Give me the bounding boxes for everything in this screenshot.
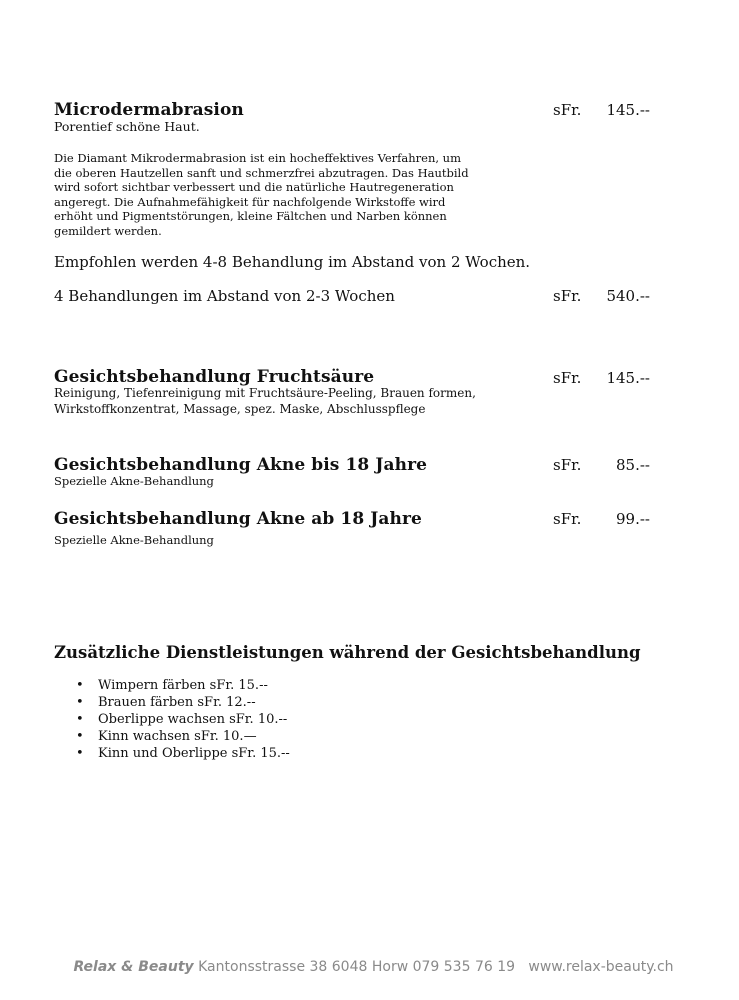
footer-address: Kantonsstrasse 38 6048 Horw 079 535 76 19: [198, 959, 516, 975]
akne-ab-subtitle: Spezielle Akne-Behandlung: [54, 533, 214, 547]
microdermabrasion-title: Microdermabrasion: [54, 100, 244, 120]
description-line: angeregt. Die Aufnahmefähigkeit für nachfolgende Wirkstoffe wird: [54, 194, 446, 209]
footer-website: www.relax-beauty.ch: [528, 959, 674, 975]
description-line: die oberen Hautzellen sanft und schmerzfrei abzutragen. Das Hautbild: [54, 165, 469, 180]
akne-ab-price: 99.--: [616, 510, 650, 528]
description-line: wird sofort sichtbar verbessert und die natürliche Hautregeneration: [54, 180, 454, 195]
package-currency: sFr.: [553, 287, 582, 305]
microdermabrasion-subtitle: Porentief schöne Haut.: [54, 119, 200, 134]
microdermabrasion-recommendation: Empfohlen werden 4-8 Behandlung im Abstand von 2 Wochen.: [54, 253, 531, 271]
akne-bis-price: 85.--: [616, 456, 650, 474]
fruchtsaeure-description: [54, 386, 476, 417]
extras-title: Zusätzliche Dienstleistungen während der Gesichtsbehandlung: [54, 643, 641, 662]
description-line: gemildert werden.: [54, 223, 162, 238]
package-label: 4 Behandlungen im Abstand von 2-3 Wochen: [54, 287, 395, 305]
footer-brand: Relax & Beauty: [73, 959, 194, 975]
akne-ab-currency: sFr.: [553, 510, 582, 528]
package-price: 540.--: [606, 287, 650, 305]
fruchtsaeure-title: Gesichtsbehandlung Fruchtsäure: [54, 367, 375, 387]
description-line: Die Diamant Mikrodermabrasion ist ein hocheffektives Verfahren, um: [54, 151, 461, 165]
microdermabrasion-description: [54, 151, 469, 239]
akne-bis-title: Gesichtsbehandlung Akne bis 18 Jahre: [54, 455, 428, 475]
list-item: • Oberlippe wachsen sFr. 10.--: [98, 711, 290, 728]
list-item: • Brauen färben sFr. 12.--: [98, 694, 290, 711]
fruchtsaeure-price: 145.--: [606, 369, 650, 387]
list-item: • Kinn und Oberlippe sFr. 15.--: [98, 745, 290, 762]
extras-list: [72, 677, 290, 762]
list-item: • Wimpern färben sFr. 15.--: [98, 677, 290, 694]
microdermabrasion-price: 145.--: [606, 101, 650, 119]
microdermabrasion-currency: sFr.: [553, 101, 582, 119]
akne-bis-subtitle: Spezielle Akne-Behandlung: [54, 474, 214, 488]
fruchtsaeure-currency: sFr.: [553, 369, 582, 387]
description-line: erhöht und Pigmentstörungen, kleine Fältchen und Narben können: [54, 209, 447, 224]
akne-ab-title: Gesichtsbehandlung Akne ab 18 Jahre: [54, 509, 422, 529]
description-line: Reinigung, Tiefenreinigung mit Fruchtsäure-Peeling, Brauen formen,: [54, 386, 476, 400]
list-item: • Kinn wachsen sFr. 10.—: [98, 728, 290, 745]
akne-bis-currency: sFr.: [553, 456, 582, 474]
page-footer: [0, 959, 739, 975]
description-line: Wirkstoffkonzentrat, Massage, spez. Maske, Abschlusspflege: [54, 401, 426, 416]
